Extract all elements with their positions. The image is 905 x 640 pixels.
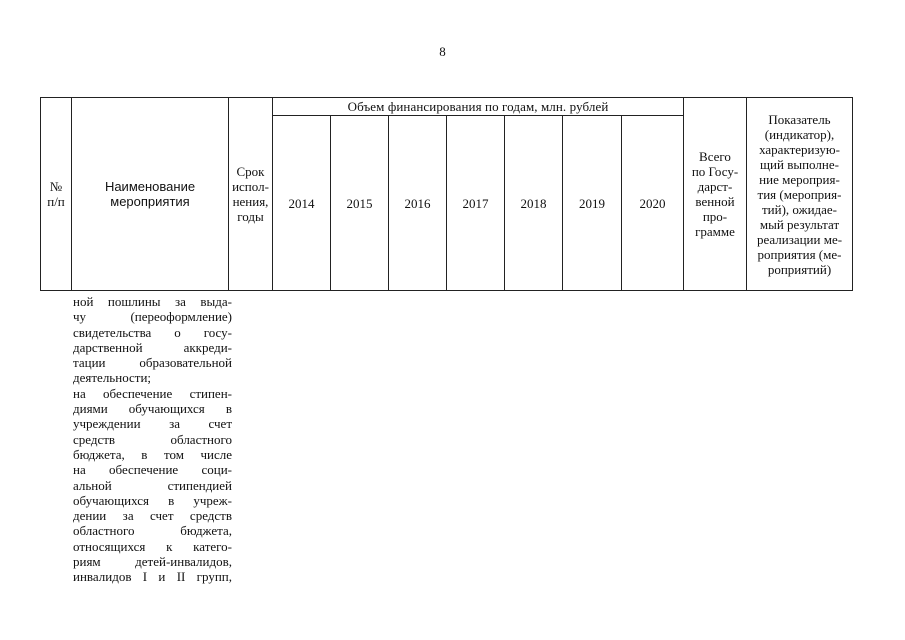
- text-line: бюджета, в том числе: [73, 446, 232, 462]
- text-line: дарственной аккреди-: [73, 339, 232, 355]
- year-header: 2014: [273, 116, 331, 291]
- column-header-indicator: Показатель (индикатор), характеризую- щий выполне- ние мероприя- тия (мероприя- тий), ожидае- мый результат реализации ме- роприятия (ме- роприятий): [747, 98, 853, 291]
- text-line: инвалидов I и II групп,: [73, 569, 232, 585]
- year-header: 2015: [331, 116, 389, 291]
- column-header-funding: Объем финансирования по годам, млн. рублей: [273, 98, 684, 116]
- text-line: на обеспечение стипен-: [73, 385, 232, 401]
- text-line: риям детей-инвалидов,: [73, 554, 232, 570]
- text-line: обучающихся в учреж-: [73, 492, 232, 508]
- text-line: средств областного: [73, 431, 232, 447]
- page-number: 8: [439, 44, 446, 59]
- text-line: свидетельства о госу-: [73, 324, 232, 340]
- column-header-total: Всего по Госу- дарст- венной про- грамме: [684, 98, 747, 291]
- year-header: 2016: [389, 116, 447, 291]
- measure-name-continuation: [73, 294, 232, 585]
- text-line: учреждении за счет: [73, 416, 232, 432]
- column-header-number: № п/п: [41, 98, 72, 291]
- text-line: ной пошлины за выда-: [73, 294, 232, 309]
- funding-table-header: [40, 97, 853, 291]
- text-line: альной стипендией: [73, 477, 232, 493]
- text-line: областного бюджета,: [73, 523, 232, 539]
- column-header-name: Наименование мероприятия: [72, 98, 229, 291]
- text-line: относящихся к катего-: [73, 538, 232, 554]
- year-header: 2019: [563, 116, 622, 291]
- text-line: чу (переоформление): [73, 309, 232, 325]
- text-line: тации образовательной: [73, 355, 232, 371]
- text-line: диями обучающихся в: [73, 401, 232, 417]
- text-line: дении за счет средств: [73, 508, 232, 524]
- column-header-term: Срок испол- нения, годы: [229, 98, 273, 291]
- year-header: 2018: [505, 116, 563, 291]
- text-line: на обеспечение соци-: [73, 462, 232, 478]
- year-header: 2017: [447, 116, 505, 291]
- text-line: деятельности;: [73, 370, 152, 386]
- year-header: 2020: [622, 116, 684, 291]
